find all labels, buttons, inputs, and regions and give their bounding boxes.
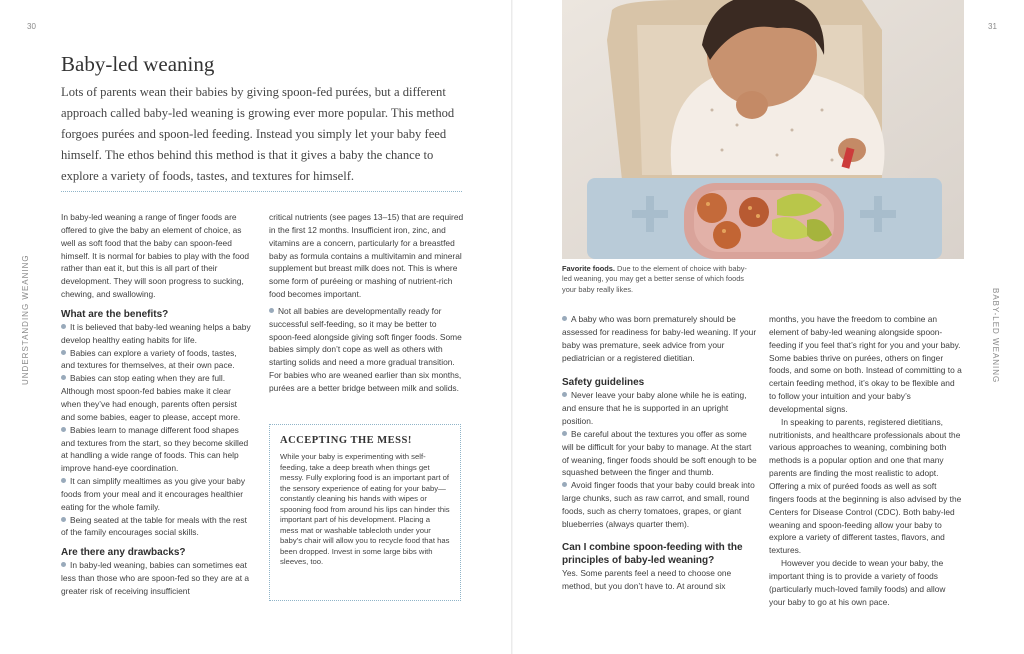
bullet-item: A baby who was born prematurely should be assessed for readiness for baby-led weaning. If your baby was premature, seek advice from your pediatrician or a registered dietitian. — [562, 314, 757, 363]
column-4 — [769, 313, 963, 608]
bullet-item: Babies learn to manage different food shapes and textures from the start, so they become skilled at handling a wide range of foods. This can help improve hand-eye coordination. — [61, 424, 249, 474]
baby-eating-photo — [562, 0, 964, 259]
bullet-icon — [562, 392, 567, 397]
body-paragraph: However you decide to wean your baby, the important thing is to provide a variety of foods (particularly much-loved family foods) and allow your baby to go at his own pace. — [769, 558, 946, 607]
column-3 — [562, 313, 757, 592]
bullet-item: It is believed that baby-led weaning helps a baby develop healthy eating habits for life. — [61, 321, 251, 345]
caption-text: Due to the element of choice with baby-led weaning, you may get a better sense of which foods your baby really likes. — [562, 264, 747, 294]
heading-combine: Can I combine spoon-feeding with the principles of baby-led weaning? — [562, 541, 743, 566]
section-label-left: UNDERSTANDING WEANING — [21, 254, 30, 385]
heading-benefits: What are the benefits? — [61, 308, 169, 320]
box-title: ACCEPTING THE MESS! — [280, 435, 412, 446]
page-title: Baby-led weaning — [61, 52, 215, 76]
bullet-item: Being seated at the table for meals with the rest of the family encourages social skills. — [61, 514, 247, 538]
body-paragraph: critical nutrients (see pages 13–15) that are required in the first 12 months. Insufficient iron, zinc, and vitamins are a concern, particularly for a breastfed baby as formula contains a multivitamin and mineral supplement but breast milk does not. This is where some form of puréeing or mashing of nutrient-rich food becomes important. — [269, 212, 464, 300]
bullet-icon — [269, 308, 274, 313]
intro-paragraph: Lots of parents wean their babies by giving spoon-fed purées, but a different approach called baby-led weaning is growing ever more popular. This method forgoes purées and spoon-led feeding. Instead you simply let your baby feed himself. The ethos behind this method is that it gives a baby the chance to explore a variety of foods, tastes, and textures for himself. — [61, 85, 455, 183]
bullet-icon — [61, 562, 66, 567]
bullet-icon — [61, 350, 66, 355]
bullet-item: It can simplify mealtimes as you give your baby foods from your meal and it encourages healthier eating for the whole family. — [61, 476, 246, 512]
bullet-icon — [562, 431, 567, 436]
bullet-item: In baby-led weaning, babies can sometimes eat less than those who are spoon-fed so they are at a greater risk of receiving insufficient — [61, 560, 250, 596]
accepting-mess-box — [269, 424, 461, 601]
heading-safety: Safety guidelines — [562, 377, 645, 389]
bullet-item: Not all babies are developmentally ready for successful self-feeding, so it may be better to spoon-feed alongside giving soft finger foods. Some babies simply don’t cope as well as others with starting solids and need a more gradual transition. For babies who are weaned earlier than six months, purées are a better bridge between milk and solids. — [269, 305, 462, 393]
bullet-icon — [61, 478, 66, 483]
bullet-icon — [61, 517, 66, 522]
photo-caption — [562, 264, 752, 295]
bullet-icon — [61, 427, 66, 432]
bullet-item: Babies can explore a variety of foods, tastes, and textures for themselves, at their own pace. — [61, 347, 237, 371]
page-number-right: 31 — [988, 22, 997, 31]
body-paragraph: In speaking to parents, registered dietitians, nutritionists, and healthcare professionals about the various approaches to weaning, combining both methods is a popular option and one that many parents are finding the most realistic to adopt. Offering a mix of puréed foods as well as soft fingers foods at the beginning is also advised by the Centers for Disease Control (CDC). Both baby-led weaning and spoon-feeding allow your baby to explore a variety of different tastes, flavors, and textures. — [769, 416, 962, 556]
column-2 — [269, 211, 464, 395]
bullet-item: Never leave your baby alone while he is eating, and ensure that he is supported in an upright position. — [562, 390, 747, 427]
book-spine — [511, 0, 513, 654]
bullet-icon — [562, 482, 567, 487]
bullet-item: Babies can stop eating when they are full. Although most spoon-fed babies make it clear when they’ve had enough, parents often persist and some babies, eager to please, accept more. — [61, 373, 241, 422]
column-1 — [61, 211, 251, 598]
box-text: While your baby is experimenting with self-feeding, take a deep breath when things get messy. Fully exploring food is an important part of the sensory experience of eating for your baby—constantly cleaning his hands with wipes or spooning food from around his lips can hinder this important part of his development. Placing a mess mat or washable tablecloth under your baby’s chair will allow you to recycle food that has been dropped. Invest in some large bibs with sleeves, too. — [280, 452, 450, 566]
bullet-icon — [61, 375, 66, 380]
bullet-item: Avoid finger foods that your baby could break into large chunks, such as raw carrot, and small, round foods, such as cherry tomatoes, grapes, or giant blueberries (always quarter them). — [562, 480, 755, 529]
photo-illustration — [562, 0, 964, 259]
heading-drawbacks: Are there any drawbacks? — [61, 547, 186, 559]
page-number-left: 30 — [27, 22, 36, 31]
body-paragraph: Yes. Some parents feel a need to choose one method, but you don’t have to. At around six — [562, 567, 732, 591]
section-label-right: BABY-LED WEANING — [991, 288, 1000, 384]
bullet-icon — [562, 316, 567, 321]
dotted-divider — [61, 191, 462, 192]
caption-label: Favorite foods. — [562, 264, 615, 273]
body-paragraph: In baby-led weaning a range of finger foods are offered to give the baby an element of choice, as well as soft food that the baby can spoon-feed himself. It is normal for babies to play with the food rather than eat it, but this is all part of their development. They will soon progress to sucking, chewing, and swallowing. — [61, 212, 250, 300]
bullet-item: Be careful about the textures you offer as some will be difficult for your baby to manage. At the start of weaning, finger foods should be soft enough to be squashed between the finger and thumb. — [562, 428, 757, 478]
body-paragraph: months, you have the freedom to combine an element of baby-led weaning alongside spoon-feeding if you feel that’s right for you and your baby. Some babies thrive on purées, others on finger foods, and some on both. Instead of committing to a certain feeding method, it’s okay to be flexible and to follow your intuition and your baby’s developmental signs. — [769, 314, 962, 414]
bullet-icon — [61, 324, 66, 329]
